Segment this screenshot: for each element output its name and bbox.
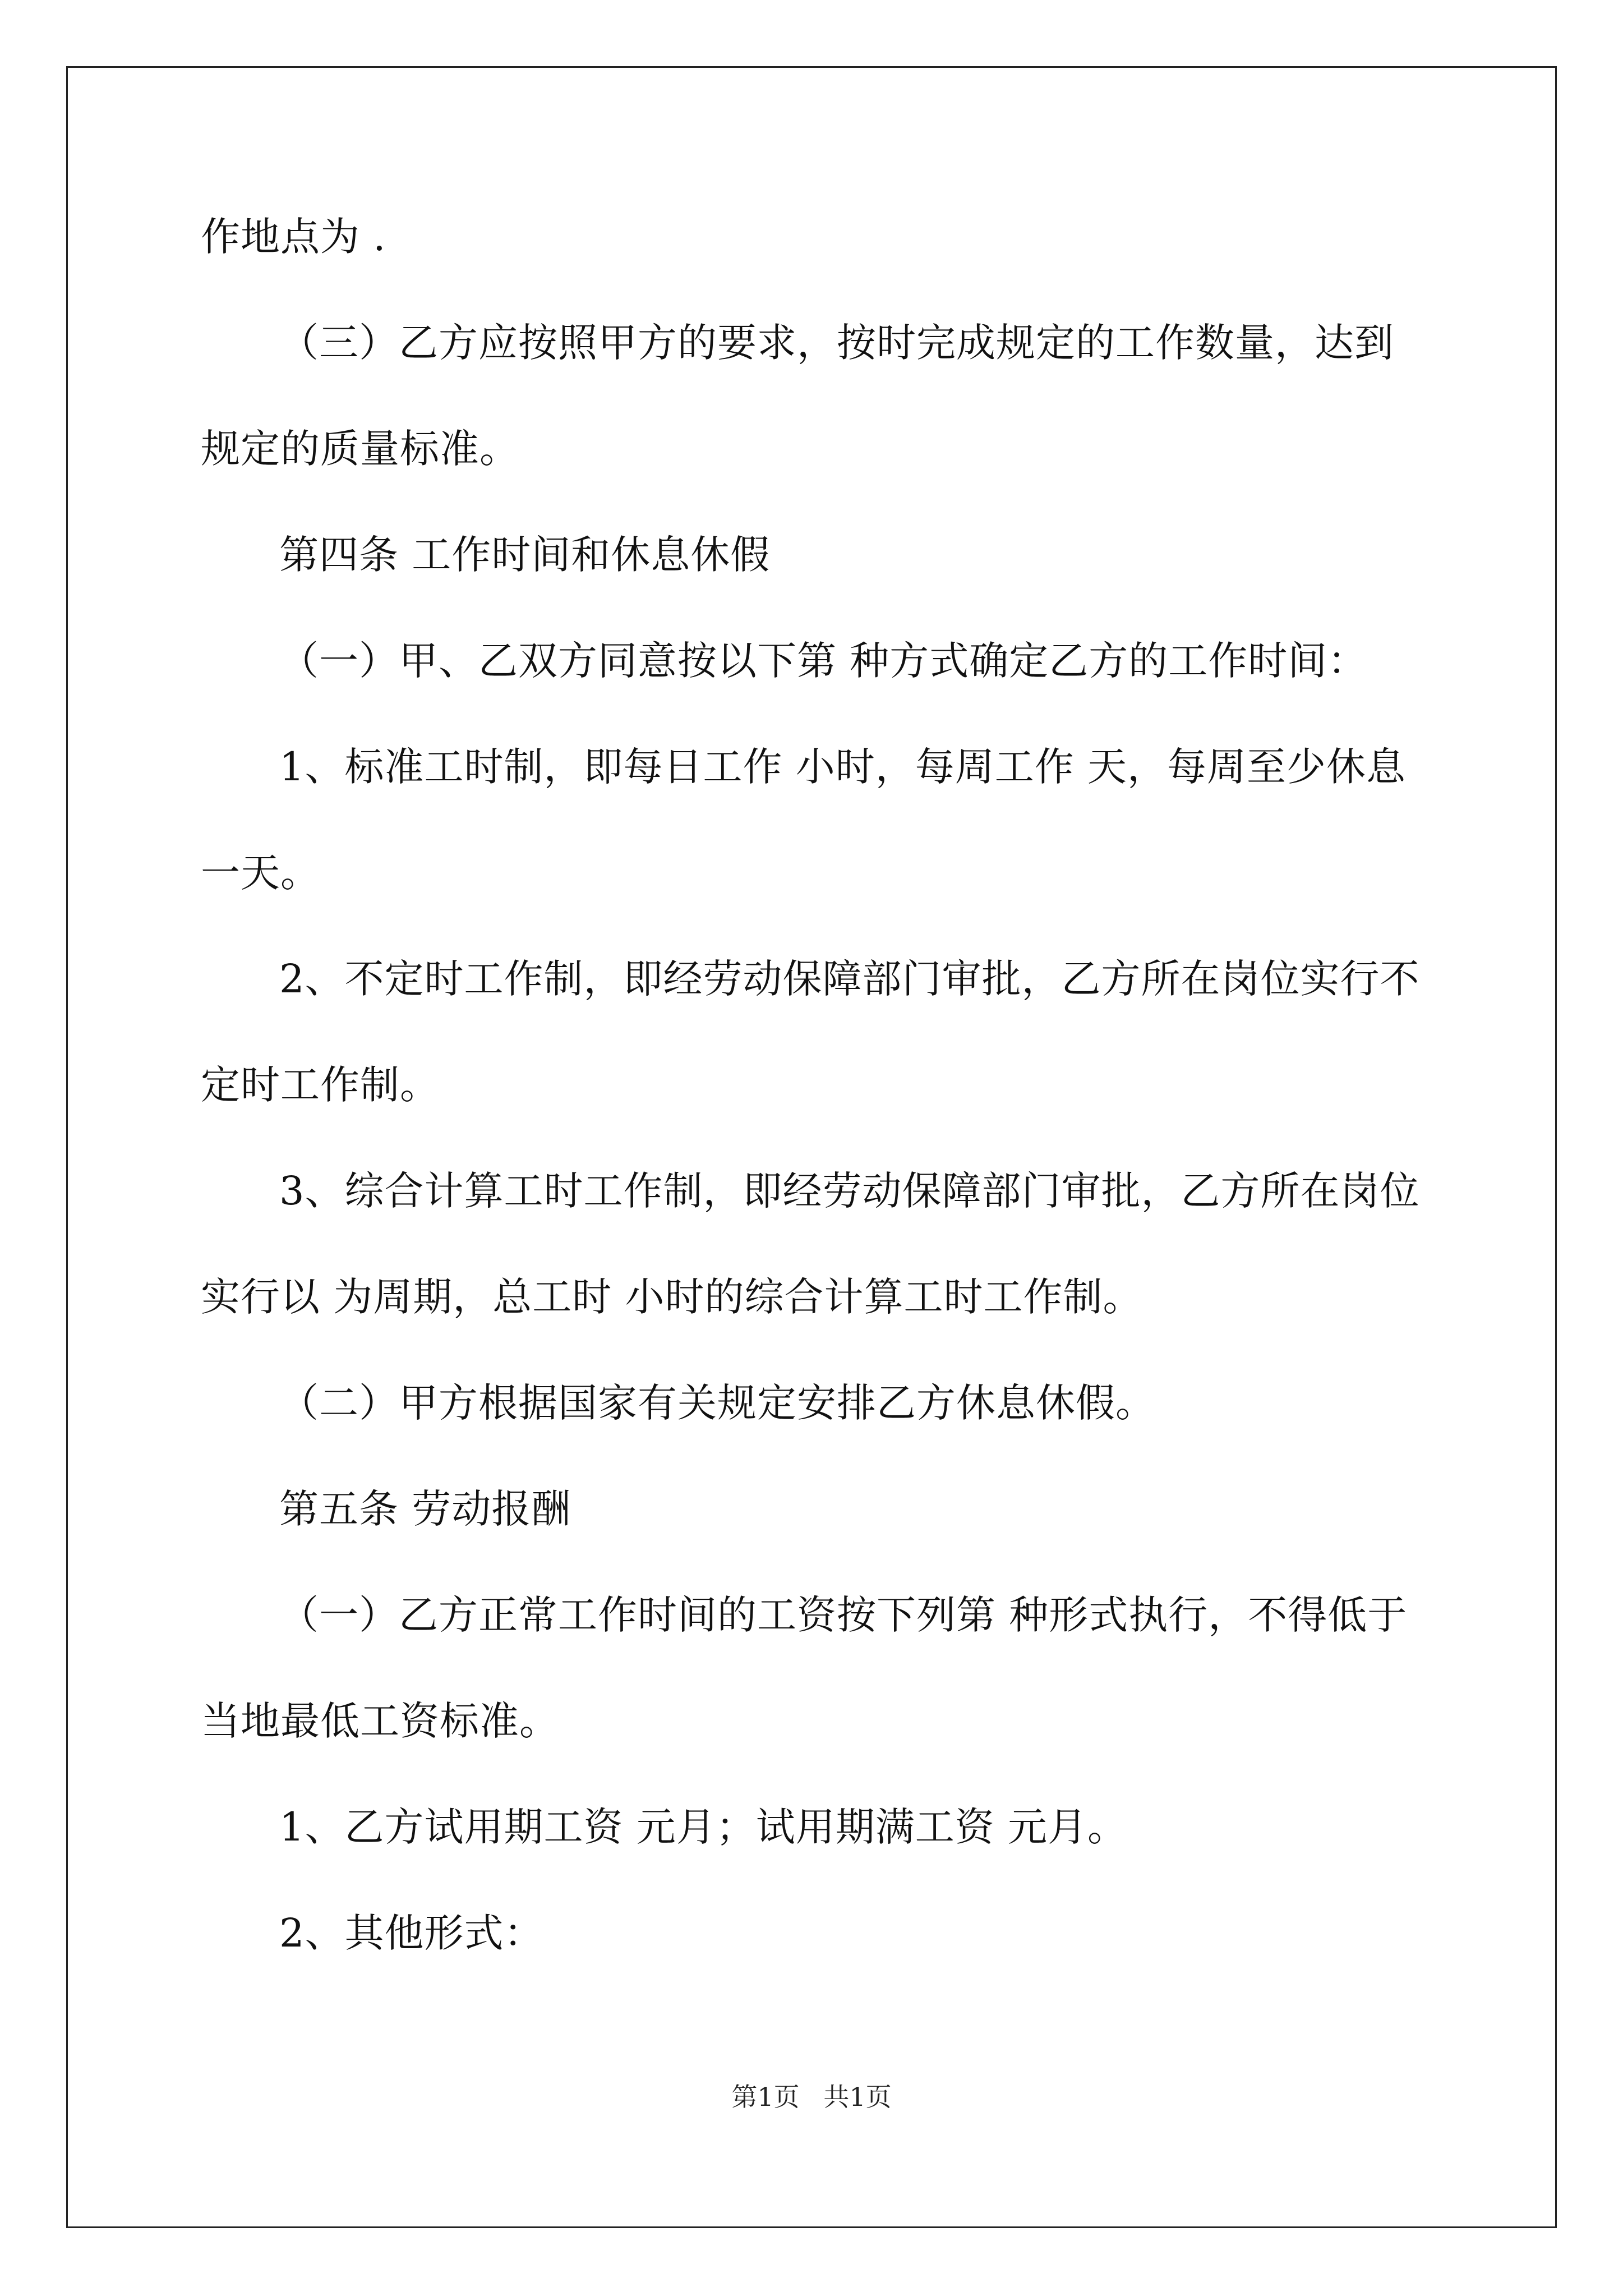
text-line-14: （一）乙方正常工作时间的工资按下列第 种形式执行，不得低于 [279, 1592, 1408, 1638]
text-line-3: 规定的质量标准。 [201, 426, 519, 472]
text-line-1: 作地点为 . [201, 214, 386, 260]
page-number: 第1页 [731, 2082, 800, 2112]
text-line-15: 当地最低工资标准。 [201, 1698, 559, 1744]
text-line-16: 1、乙方试用期工资 元月；试用期满工资 元月。 [279, 1804, 1128, 1850]
text-line-12: （二）甲方根据国家有关规定安排乙方休息休假。 [279, 1380, 1155, 1426]
text-line-17: 2、其他形式： [279, 1910, 544, 1956]
text-line-2: （三）乙方应按照甲方的要求，按时完成规定的工作数量，达到 [279, 320, 1394, 366]
section-heading-5: 第五条 劳动报酬 [279, 1486, 571, 1532]
text-line-5: （一）甲、乙双方同意按以下第 种方式确定乙方的工作时间： [279, 638, 1368, 684]
text-line-6: 1、标准工时制，即每日工作 小时，每周工作 天，每周至少休息 [279, 744, 1407, 790]
page-footer [0, 2081, 1623, 2113]
text-line-10: 3、综合计算工时工作制，即经劳动保障部门审批，乙方所在岗位 [279, 1168, 1420, 1214]
text-line-9: 定时工作制。 [201, 1062, 440, 1108]
text-line-8: 2、不定时工作制，即经劳动保障部门审批，乙方所在岗位实行不 [279, 956, 1420, 1002]
text-line-7: 一天。 [201, 850, 320, 896]
page-border [66, 66, 1557, 2228]
text-line-11: 实行以 为周期，总工时 小时的综合计算工时工作制。 [201, 1274, 1143, 1320]
page-total: 共1页 [823, 2082, 892, 2112]
section-heading-4: 第四条 工作时间和休息休假 [279, 532, 771, 578]
